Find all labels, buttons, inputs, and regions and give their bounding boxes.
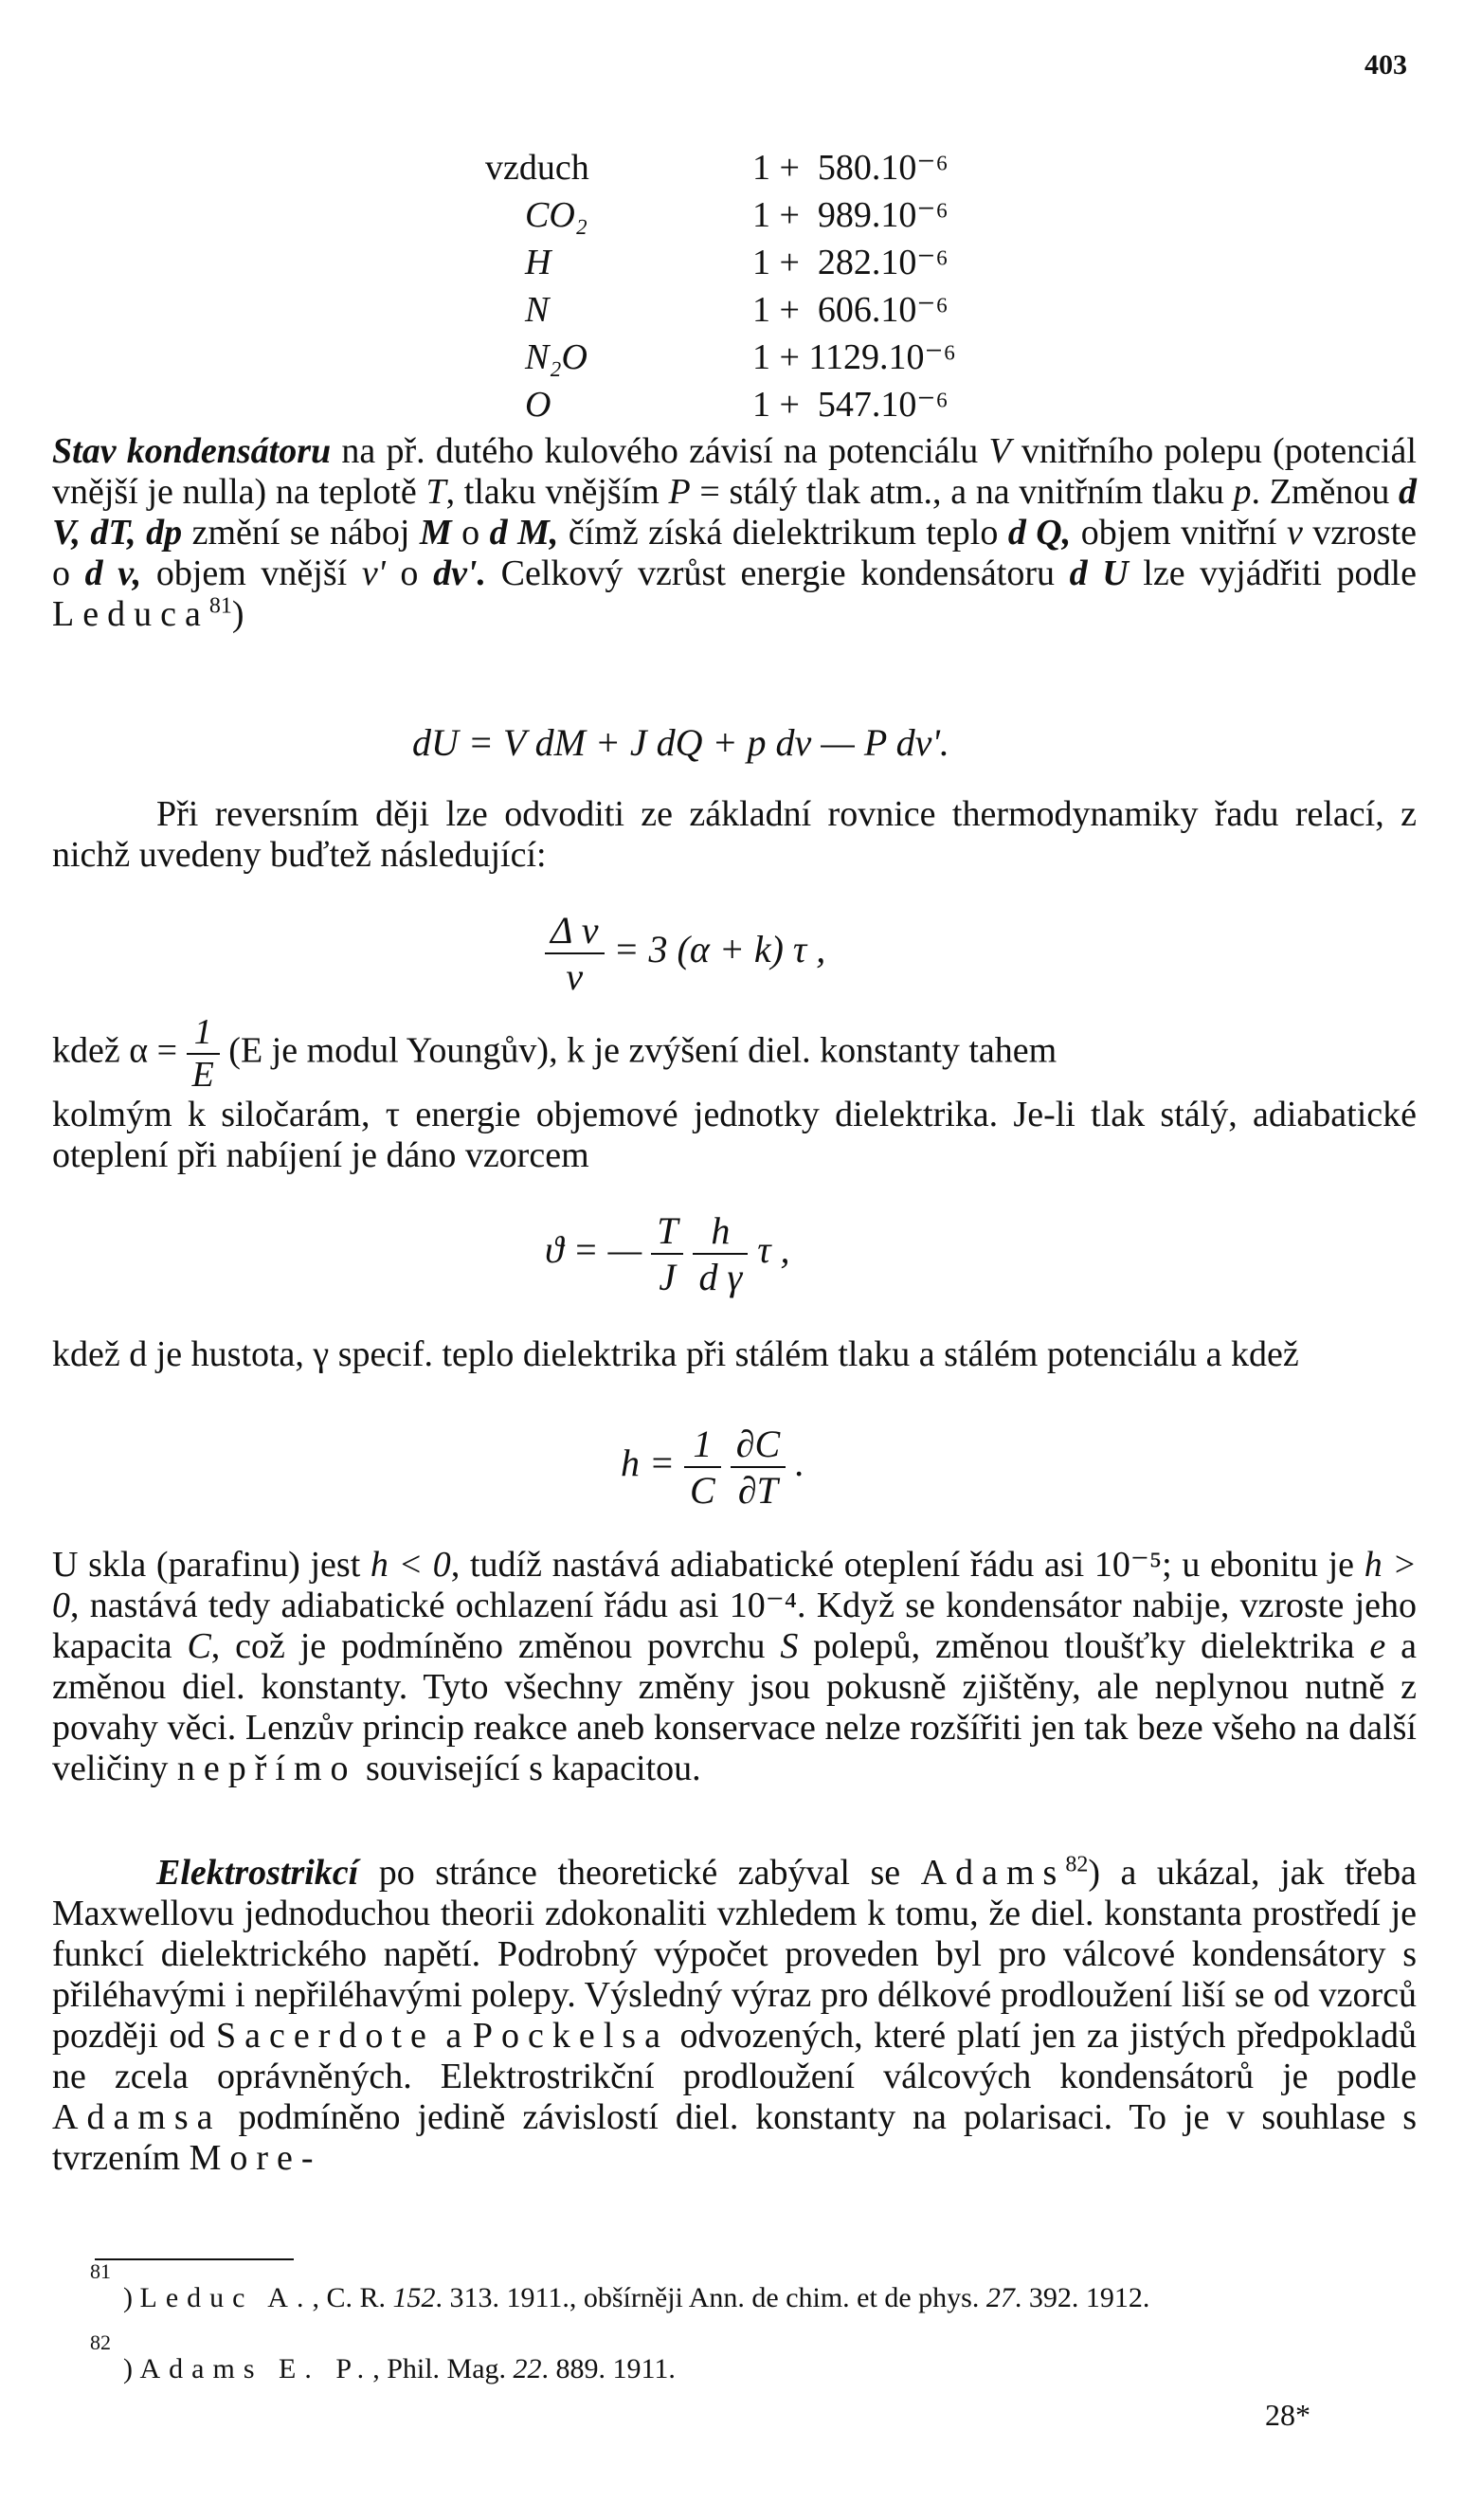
energy-equation: dU = V dM + J dQ + p dv — P dv'. [412,721,949,764]
footnote-divider [95,2258,294,2260]
gas-name: O [525,385,551,425]
fraction: $\frac{1}{C}$ [684,1422,721,1513]
section-title: Elektrostrikcí [156,1853,359,1893]
gas-value: 1 + 989.10⁻⁶ [752,195,949,235]
fraction: $\frac{1}{E}$ [187,1012,220,1096]
paragraph-reversible: Při reversním ději lze odvoditi ze základní rovnice thermodynamiky řadu relací, z nichž uvedeny buďtež následující: [52,794,1417,875]
h-equation: h = $\frac{1}{C}$ $\frac{\partial C}{\partial T}$ . [621,1423,805,1512]
footnote-82: 82 ) Adams E. P., Phil. Mag. 22. 889. 1911. [90,2330,676,2384]
fraction: $\frac{h}{\text{d γ}}$ [693,1208,748,1299]
table-row [464,286,956,334]
alpha-definition: kdež α = $\frac{1}{E}$ (E je modul Youngův), k je zvýšení diel. konstanty tahem [52,1012,1057,1095]
paragraph-electrostriction: Elektrostrikcí po stránce theoretické zabýval se Adams$^{82}$) a ukázal, jak třeba Maxwellovu jednoduchou theorii zdokonaliti vzhledem k tomu, že diel. konstanta prostředí je funkcí dielektrického napětí. Podrobný výpočet proveden byl pro válcové kondensátory s přiléhavými i nepřiléhavými polepy. Výsledný výraz pro délkové prodloužení liší se od vzorců později od Sacerdote a Pockelsa odvozených, které platí jen za jistých předpokladů ne zcela oprávněných. Elektrostrikční prodloužení válcových kondensátorů je podle Adamsa podmíněno jedině závislostí diel. konstanty na polarisaci. To je v souhlase s tvrzením More- [52,1852,1418,2178]
gas-name: CO₂ [525,195,587,235]
table-row [464,239,956,286]
fraction: $\frac{\text{Δ v}}{v}$ [545,908,605,999]
heating-equation: ϑ = — $\frac{T}{J}$ $\frac{h}{\text{d γ}}$ τ , [545,1209,790,1298]
gas-value: 1 + 580.10⁻⁶ [752,148,949,188]
signature-mark: 28* [1265,2398,1310,2432]
table-row [464,144,956,191]
table-row [464,191,956,239]
fraction: $\frac{\partial C}{\partial T}$ [731,1422,786,1513]
gas-name: H [525,243,551,282]
footnote-ref: 82 [1065,1852,1089,1877]
author-name: Leduca [52,594,209,634]
footnote-81: 81 ) Leduc A., C. R. 152. 313. 1911., obšírněji Ann. de chim. et de phys. 27. 392. 1912. [90,2259,1150,2313]
gas-value: 1 + 1129.10⁻⁶ [752,337,956,377]
paragraph-capacitor-state: Stav kondensátoru na př. dutého kulového závisí na potenciálu V vnitřního polepu (potenciál vnější je nulla) na teplotě T, tlaku vnějším P = stálý tlak atm., a na vnitřním tlaku p. Změnou d V, dT, dp změní se náboj M o d M, čímž získá dielektrikum teplo d Q, objem vnitřní v vzroste o d v, objem vnější v' o dv'. Celkový vzrůst energie kondensátoru d U lze vyjádřiti podle Leduca$^{81}$) [52,431,1418,634]
author-name: Adamsa [52,2097,222,2137]
footnote-ref: 81 [208,593,232,619]
volume-equation: $\frac{\text{Δ v}}{v}$ = 3 (α + k) τ , [545,908,825,999]
dielectric-constant-table [464,144,956,428]
gas-name: N [525,290,550,330]
table-row [464,334,956,381]
fraction: $\frac{T}{J}$ [651,1208,683,1299]
author-name: Pockelsa [472,2016,669,2056]
paragraph-glass: U skla (parafinu) jest h < 0, tudíž nastává adiabatické oteplení řádu asi 10⁻⁵; u ebonitu je h > 0, nastává tedy adiabatické ochlazení řádu asi 10⁻⁴. Když se kondensátor nabije, vzroste jeho kapacita C, což je podmíněno změnou povrchu S polepů, změnou tloušťky dielektrika e a změnou diel. konstanty. Tyto všechny změny jsou pokusně zjištěny, ale neplynou nutně z povahy věci. Lenzův princip reakce aneb konservace nelze rozšířiti jen tak beze všeho na další veličiny nepřímo související s kapacitou. [52,1545,1417,1788]
paragraph-adiabatic: kolmým k siločarám, τ energie objemové jednotky dielektrika. Je-li tlak stálý, adiabatické oteplení při nabíjení je dáno vzorcem [52,1095,1417,1175]
gas-name: vzduch [485,148,589,188]
author-name: Sacerdote [216,2016,435,2056]
gas-name: N₂O [525,337,587,377]
gas-value: 1 + 282.10⁻⁶ [752,243,949,282]
gas-value: 1 + 547.10⁻⁶ [752,385,949,425]
author-name: More- [189,2138,322,2178]
gas-value: 1 + 606.10⁻⁶ [752,290,949,330]
section-title: Stav kondensátoru [52,431,332,471]
paragraph-density: kdež d je hustota, γ specif. teplo dielektrika při stálém tlaku a stálém potenciálu a kdež [52,1334,1299,1374]
page-number: 403 [1365,49,1407,81]
author-name: Adams [920,1853,1066,1893]
table-row [464,381,956,428]
